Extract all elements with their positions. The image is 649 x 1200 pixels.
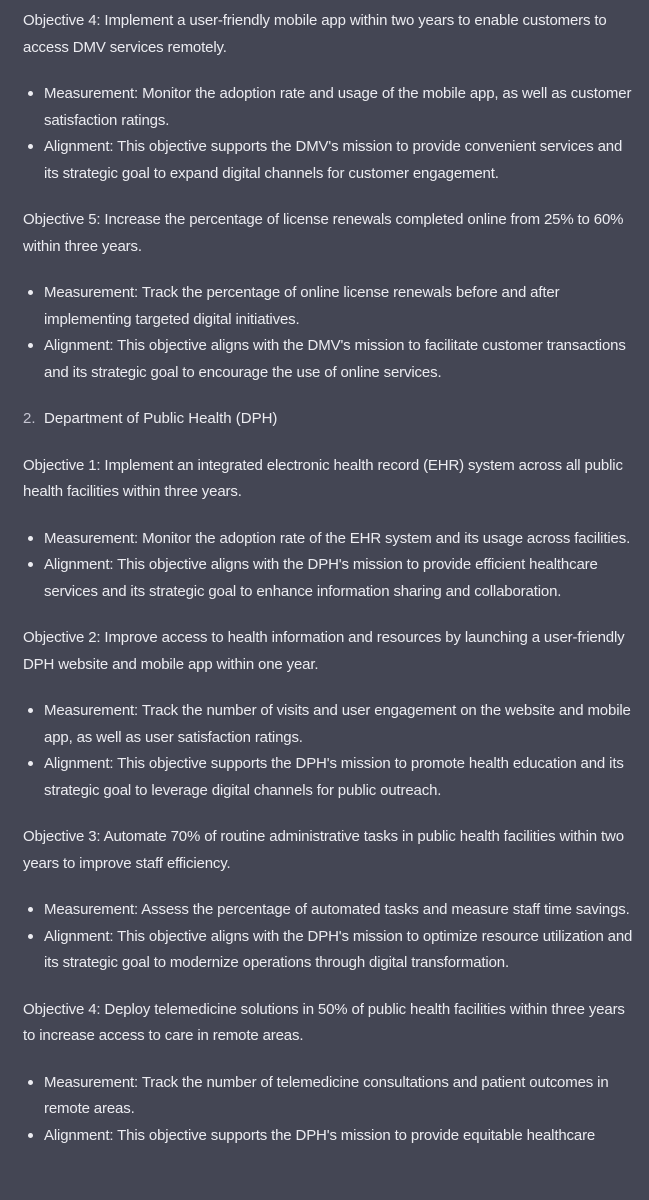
list-item bbox=[23, 552, 637, 605]
alignment-text: Alignment: This objective supports the DPH's mission to provide equitable healthcare bbox=[44, 1126, 596, 1144]
bullet-icon bbox=[28, 144, 33, 149]
bullet-icon bbox=[28, 761, 33, 766]
measurement-text: Measurement: Track the number of telemedicine consultations and patient outcomes in remote areas. bbox=[44, 1073, 609, 1117]
alignment-text: Alignment: This objective supports the DPH's mission to promote health education and its strategic goal to leverage digital channels for public outreach. bbox=[44, 755, 624, 799]
bullet-icon bbox=[28, 343, 33, 348]
section-heading-dph bbox=[23, 406, 637, 433]
bullet-icon bbox=[28, 708, 33, 713]
alignment-text: Alignment: This objective supports the DMV's mission to provide convenient services and its strategic goal to expand digital channels for customer engagement. bbox=[44, 138, 623, 182]
dph-objective-2: Objective 2: Improve access to health information and resources by launching a user-friendly DPH website and mobile app within one year. bbox=[23, 629, 625, 673]
dph-objective-4: Objective 4: Deploy telemedicine solutions in 50% of public health facilities within three years to increase access to care in remote areas. bbox=[23, 1000, 625, 1044]
dph-objective-1: Objective 1: Implement an integrated electronic health record (EHR) system across all public health facilities within three years. bbox=[23, 456, 623, 500]
bullet-icon bbox=[28, 562, 33, 567]
dph-objective-1-details bbox=[23, 526, 637, 606]
measurement-text: Measurement: Assess the percentage of automated tasks and measure staff time savings. bbox=[44, 901, 630, 918]
dmv-objective-5-details bbox=[23, 280, 637, 386]
list-item bbox=[23, 280, 637, 333]
dmv-objective-4: Objective 4: Implement a user-friendly mobile app within two years to enable customers to access DMV services remotely. bbox=[23, 12, 607, 56]
bullet-icon bbox=[28, 91, 33, 96]
dmv-objective-4-details bbox=[23, 81, 637, 187]
list-item bbox=[23, 1123, 637, 1150]
dph-objective-3: Objective 3: Automate 70% of routine administrative tasks in public health facilities within two years to improve staff efficiency. bbox=[23, 828, 624, 872]
list-item bbox=[23, 333, 637, 386]
list-item bbox=[23, 698, 637, 751]
dmv-objective-5: Objective 5: Increase the percentage of license renewals completed online from 25% to 60% within three years. bbox=[23, 211, 624, 255]
measurement-text: Measurement: Track the percentage of online license renewals before and after implementing targeted digital initiatives. bbox=[44, 284, 560, 328]
bullet-icon bbox=[28, 934, 33, 939]
list-item bbox=[23, 751, 637, 804]
list-item bbox=[23, 1070, 637, 1123]
alignment-text: Alignment: This objective aligns with the DMV's mission to facilitate customer transactions and its strategic goal to encourage the use of online services. bbox=[44, 337, 626, 381]
bullet-icon bbox=[28, 1133, 33, 1138]
section-title: Department of Public Health (DPH) bbox=[44, 410, 278, 427]
dph-objective-3-details bbox=[23, 897, 637, 977]
bullet-icon bbox=[28, 1080, 33, 1085]
list-item bbox=[23, 526, 637, 553]
alignment-text: Alignment: This objective aligns with the DPH's mission to provide efficient healthcare services and its strategic goal to enhance information sharing and collaboration. bbox=[44, 556, 598, 600]
list-item bbox=[23, 924, 637, 977]
measurement-text: Measurement: Track the number of visits and user engagement on the website and mobile app, as well as user satisfaction ratings. bbox=[44, 702, 631, 746]
bullet-icon bbox=[28, 536, 33, 541]
list-item bbox=[23, 897, 637, 924]
list-item bbox=[23, 81, 637, 134]
list-item bbox=[23, 134, 637, 187]
bullet-icon bbox=[28, 290, 33, 295]
section-number: 2. bbox=[23, 410, 36, 427]
dph-objective-4-details bbox=[23, 1070, 637, 1150]
measurement-text: Measurement: Monitor the adoption rate and usage of the mobile app, as well as customer satisfaction ratings. bbox=[44, 85, 632, 129]
alignment-text: Alignment: This objective aligns with the DPH's mission to optimize resource utilization and its strategic goal to modernize operations through digital transformation. bbox=[44, 927, 633, 971]
bullet-icon bbox=[28, 907, 33, 912]
dph-objective-2-details bbox=[23, 698, 637, 804]
measurement-text: Measurement: Monitor the adoption rate of the EHR system and its usage across facilities. bbox=[44, 529, 631, 547]
